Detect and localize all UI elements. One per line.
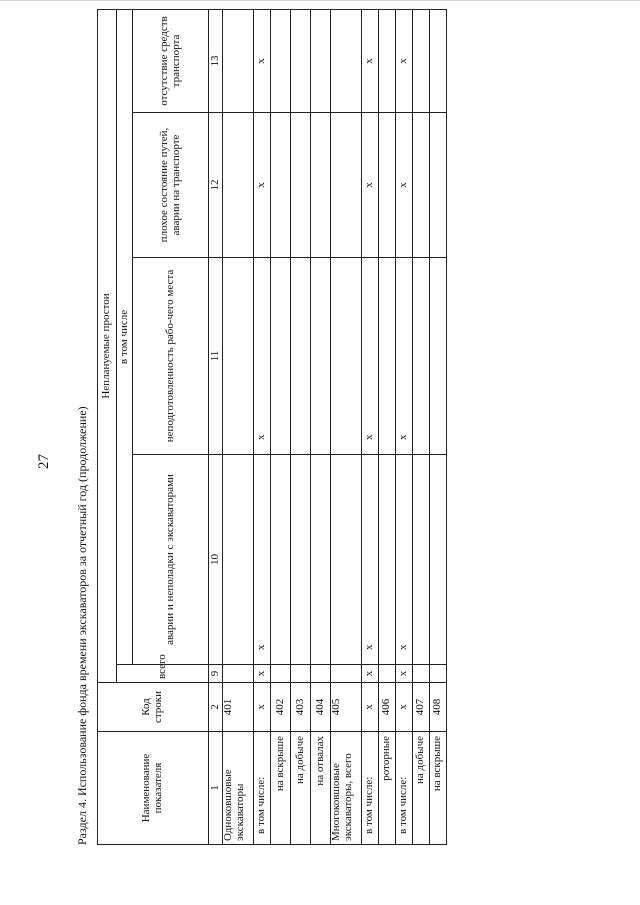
table-row: [254, 9, 271, 844]
cell-col11: х: [254, 258, 271, 455]
row-code: х: [396, 683, 413, 732]
cell-col12: [413, 113, 430, 258]
cell-col13: [331, 9, 362, 112]
cell-col9: х: [396, 665, 413, 683]
table-row: [223, 9, 254, 844]
col-number: 9: [209, 665, 223, 683]
cell-col12: х: [396, 113, 413, 258]
cell-col10: [291, 455, 311, 665]
cell-col10: [430, 455, 447, 665]
row-name: в том числе:: [362, 732, 379, 845]
header-col12: плохое состояние путей, аварии на транспорте: [133, 113, 209, 258]
table-row: [362, 9, 379, 844]
row-code: 401: [223, 683, 254, 732]
cell-col13: х: [396, 9, 413, 112]
cell-col13: [223, 9, 254, 112]
cell-col9: х: [254, 665, 271, 683]
cell-col12: [430, 113, 447, 258]
cell-col11: [291, 258, 311, 455]
cell-col10: [223, 455, 254, 665]
cell-col11: х: [362, 258, 379, 455]
row-name: на добыче: [291, 732, 311, 845]
cell-col9: [311, 665, 331, 683]
cell-col12: х: [254, 113, 271, 258]
cell-col13: х: [362, 9, 379, 112]
col-number: 13: [209, 9, 223, 112]
cell-col13: [311, 9, 331, 112]
cell-col11: [223, 258, 254, 455]
table-row: [413, 9, 430, 844]
cell-col13: х: [254, 9, 271, 112]
cell-col12: [223, 113, 254, 258]
col-number: 11: [209, 258, 223, 455]
table-row: [396, 9, 413, 844]
cell-col9: [223, 665, 254, 683]
cell-col9: [331, 665, 362, 683]
cell-col11: [379, 258, 396, 455]
row-code: 404: [311, 683, 331, 732]
cell-col10: [271, 455, 291, 665]
row-name: роторные: [379, 732, 396, 845]
cell-col9: [291, 665, 311, 683]
cell-col11: [271, 258, 291, 455]
cell-col13: [430, 9, 447, 112]
table-row: [291, 9, 311, 844]
page-number: 27: [36, 454, 52, 469]
header-col10: аварии и неполадки с экскаваторами: [133, 455, 209, 665]
header-col13: отсутствие средств транспорта: [133, 9, 209, 112]
header-name: Наименование показателя: [98, 732, 209, 845]
header-unplanned: Неплануемые простои: [98, 9, 117, 682]
cell-col13: [379, 9, 396, 112]
cell-col9: [379, 665, 396, 683]
cell-col9: х: [362, 665, 379, 683]
row-code: 403: [291, 683, 311, 732]
cell-col10: [331, 455, 362, 665]
row-name: на вскрыше: [430, 732, 447, 845]
cell-col9: [413, 665, 430, 683]
cell-col11: [430, 258, 447, 455]
cell-col9: [271, 665, 291, 683]
row-code: 406: [379, 683, 396, 732]
header-col11: неподготовленность рабо-чего места: [133, 258, 209, 455]
header-code: Код строки: [98, 683, 209, 732]
row-name: на отвалах: [311, 732, 331, 845]
cell-col12: [379, 113, 396, 258]
cell-col11: [331, 258, 362, 455]
cell-col10: х: [396, 455, 413, 665]
section-title: Раздел 4. Использование фонда времени экскаваторов за отчетный год (продолжение): [75, 406, 89, 845]
table-row: [379, 9, 396, 844]
cell-col10: [311, 455, 331, 665]
col-number: 10: [209, 455, 223, 665]
row-name: на вскрыше: [271, 732, 291, 845]
row-code: 405: [331, 683, 362, 732]
cell-col11: х: [396, 258, 413, 455]
row-name: в том числе:: [396, 732, 413, 845]
cell-col12: [311, 113, 331, 258]
cell-col10: х: [254, 455, 271, 665]
col-number: 1: [209, 732, 223, 845]
row-code: 408: [430, 683, 447, 732]
cell-col12: [291, 113, 311, 258]
header-including: в том числе: [117, 9, 133, 664]
row-name: Многоковшовые экскаваторы, всего: [331, 732, 362, 845]
row-code: 402: [271, 683, 291, 732]
table-row: [311, 9, 331, 844]
downtime-table: [97, 9, 447, 845]
cell-col12: [271, 113, 291, 258]
cell-col12: [331, 113, 362, 258]
table-row: [271, 9, 291, 844]
cell-col13: [413, 9, 430, 112]
header-total: всего: [117, 665, 209, 683]
cell-col10: [413, 455, 430, 665]
row-code: х: [254, 683, 271, 732]
row-name: в том числе:: [254, 732, 271, 845]
table-row: [430, 9, 447, 844]
col-number: 12: [209, 113, 223, 258]
cell-col13: [291, 9, 311, 112]
cell-col11: [311, 258, 331, 455]
col-number: 2: [209, 683, 223, 732]
cell-col12: х: [362, 113, 379, 258]
cell-col10: [379, 455, 396, 665]
row-code: х: [362, 683, 379, 732]
row-code: 407: [413, 683, 430, 732]
cell-col11: [413, 258, 430, 455]
table-row: [331, 9, 362, 844]
row-name: Одноковшовые экскаваторы: [223, 732, 254, 845]
row-name: на добыче: [413, 732, 430, 845]
cell-col13: [271, 9, 291, 112]
cell-col9: [430, 665, 447, 683]
cell-col10: х: [362, 455, 379, 665]
